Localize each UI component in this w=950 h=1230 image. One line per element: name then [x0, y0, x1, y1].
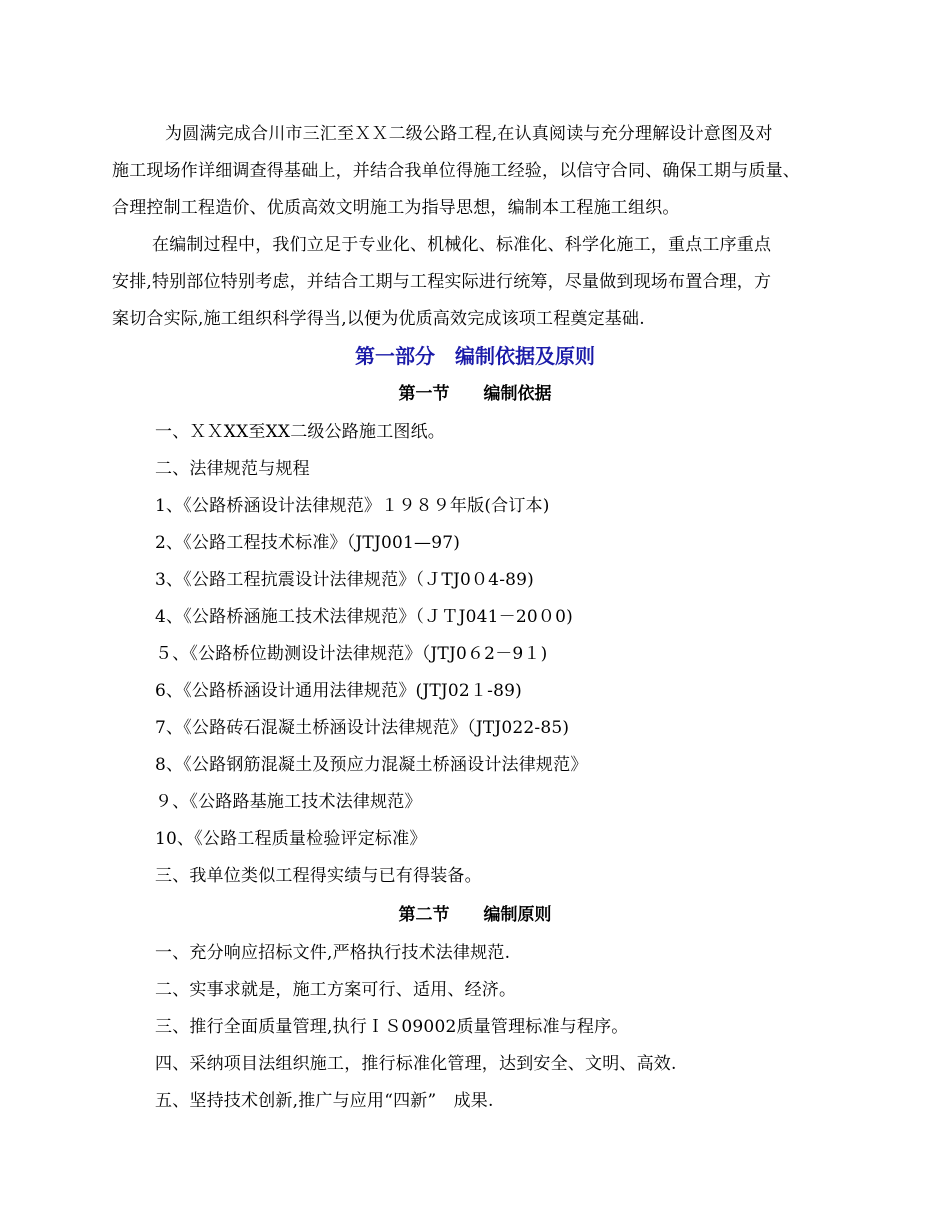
section1-item: 7、《公路砖石混凝土桥涵设计法律规范》（JTJ022-85) [155, 718, 570, 738]
intro-p1-line-1: 为圆满完成合川市三汇至ＸＸ二级公路工程,在认真阅读与充分理解设计意图及对 [165, 124, 773, 144]
section1-item: 二、法律规范与规程 [155, 459, 310, 479]
part-title: 第一部分 编制依据及原则 [355, 344, 595, 368]
intro-p1-line-2: 施工现场作详细调查得基础上，并结合我单位得施工经验，以信守合同、确保工期与质量、 [112, 161, 800, 181]
section2-title: 第二节 编制原则 [398, 905, 552, 925]
section2-item: 四、采纳项目法组织施工，推行标准化管理，达到安全、文明、高效. [155, 1054, 677, 1074]
section1-item: 4、《公路桥涵施工技术法律规范》（ＪＴJ041－20０0) [155, 607, 573, 627]
intro-p2-line-2: 安排,特别部位特别考虑，并结合工期与工程实际进行统筹，尽量做到现场布置合理，方 [112, 272, 772, 292]
section1-item: 1、《公路桥涵设计法律规范》１９８９年版(合订本) [155, 496, 550, 516]
section1-item: 2、《公路工程技术标准》（JTJ001—97) [155, 533, 461, 553]
section1-item: 6、《公路桥涵设计通用法律规范》(JTJ02１-89) [155, 681, 522, 701]
section1-title: 第一节 编制依据 [398, 384, 552, 404]
section2-item: 三、推行全面质量管理,执行ＩＳ09002质量管理标准与程序。 [155, 1017, 629, 1037]
section1-item: 8、《公路钢筋混凝土及预应力混凝土桥涵设计法律规范》 [155, 755, 588, 775]
intro-p2-line-3: 案切合实际,施工组织科学得当,以便为优质高效完成该项工程奠定基础. [112, 309, 645, 329]
section1-item: 一、ＸＸXX至XX二级公路施工图纸。 [155, 422, 446, 442]
section2-item: 一、充分响应招标文件,严格执行技术法律规范. [155, 943, 511, 963]
intro-p2-line-1: 在编制过程中，我们立足于专业化、机械化、标准化、科学化施工，重点工序重点 [152, 235, 772, 255]
section2-item: 五、坚持技术创新,推广与应用“四新” 成果. [155, 1091, 494, 1111]
intro-p1-line-3: 合理控制工程造价、优质高效文明施工为指导思想，编制本工程施工组织。 [112, 198, 680, 218]
section1-item: 3、《公路工程抗震设计法律规范》（ＪTJ0０4-89) [155, 570, 535, 590]
section1-item: 10、《公路工程质量检验评定标准》 [155, 829, 427, 849]
section2-item: 二、实事求就是，施工方案可行、适用、经济。 [155, 980, 517, 1000]
section1-item: ５、《公路桥位勘测设计法律规范》（JTJ0６2－9１) [155, 644, 548, 664]
section1-item: ９、《公路路基施工技术法律规范》 [155, 792, 422, 812]
section1-item: 三、我单位类似工程得实绩与已有得装备。 [155, 866, 482, 886]
